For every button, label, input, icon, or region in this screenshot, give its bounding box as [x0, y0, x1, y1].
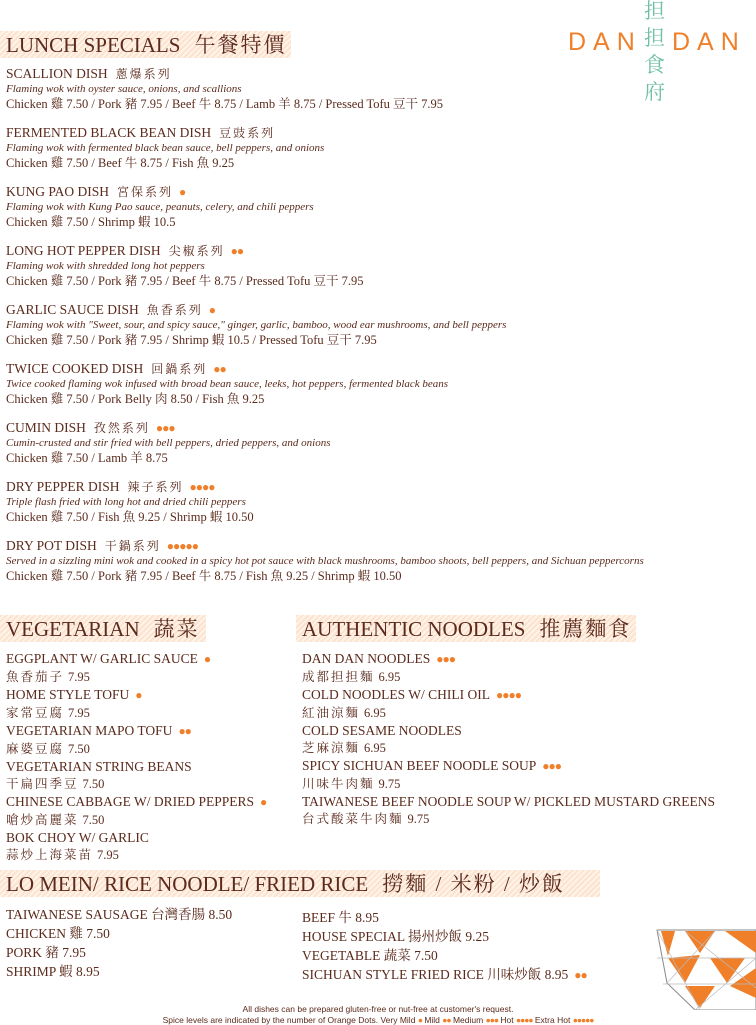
item-name: BOK CHOY W/ GARLIC: [6, 830, 149, 845]
footer-note: All dishes can be prepared gluten-free or nut-free at customer's request.: [242, 1004, 514, 1014]
dish-title-row: [6, 302, 746, 318]
dish-prices: Chicken 雞 7.50 / Pork 豬 7.95 / Beef 牛 8.75 / Fish 魚 9.25 / Shrimp 蝦 10.50: [6, 569, 402, 583]
dish-name-zh: 回鍋系列: [151, 362, 208, 376]
item-name-row: [6, 758, 266, 776]
dish-prices: Chicken 雞 7.50 / Shrimp 蝦 10.5: [6, 215, 176, 229]
item-price: 6.95: [364, 705, 386, 720]
heading-text-zh: 午餐特價: [194, 33, 287, 57]
item-price: 9.75: [378, 776, 401, 791]
dish-title-row: [6, 361, 746, 377]
item-name-zh: 魚香茄子: [6, 669, 65, 684]
item-text: HOUSE SPECIAL 揚州炒飯 9.25: [302, 929, 490, 944]
item-name-row: [6, 793, 266, 812]
dish-name: KUNG PAO DISH: [6, 184, 110, 199]
spice-dots: ●●●: [436, 652, 455, 666]
item-name-row: [6, 650, 266, 669]
dish-title-row: [6, 479, 746, 495]
dish-description: Flaming wok with fermented black bean sauce, bell peppers, and onions: [6, 142, 325, 154]
item-price: 9.75: [407, 811, 430, 826]
menu-item: [302, 946, 587, 965]
heading-text-zh: 撈麵 / 米粉 / 炒飯: [382, 872, 565, 896]
item-name: VEGETARIAN STRING BEANS: [6, 759, 192, 774]
item-price-row: [302, 740, 692, 758]
item-price: 6.95: [378, 669, 401, 684]
item-name: EGGPLANT W/ GARLIC SAUCE: [6, 651, 198, 666]
item-price: 7.50: [68, 741, 90, 756]
item-price: 7.95: [97, 847, 119, 862]
menu-item: [6, 758, 266, 793]
item-name-zh: 成都担担麵: [302, 669, 375, 684]
menu-item: [302, 650, 692, 686]
logo-char: 担: [644, 0, 665, 23]
menu-item: [302, 908, 587, 927]
spice-dots: ●●: [574, 968, 587, 982]
item-name-zh: 芝麻涼麵: [302, 740, 361, 755]
item-price: 7.95: [68, 669, 90, 684]
item-name: DAN DAN NOODLES: [302, 651, 431, 666]
spice-dots: ●: [208, 303, 216, 317]
heading-text: AUTHENTIC NOODLES: [302, 617, 526, 641]
logo-char: 食: [644, 53, 665, 77]
lo-mein-heading: [0, 870, 600, 897]
spice-level-label: Hot: [500, 1015, 514, 1025]
item-text: BEEF 牛 8.95: [302, 910, 379, 925]
item-name-zh: 麻婆豆腐: [6, 741, 65, 756]
spice-dots: ●●●: [542, 759, 562, 773]
item-name: COLD SESAME NOODLES: [302, 723, 462, 738]
spice-dots: ●: [179, 185, 186, 199]
dish-title-row: [6, 184, 746, 200]
spice-level-label: Extra Hot: [534, 1015, 571, 1025]
dish-description: Flaming wok with oyster sauce, onions, and scallions: [6, 83, 242, 95]
lo-mein-right-list: [302, 908, 587, 985]
spice-dots: ●●: [213, 362, 226, 376]
item-price-row: [302, 705, 692, 723]
item-name-row: [6, 686, 266, 705]
dish-item: [6, 420, 746, 466]
item-price-row: [6, 705, 266, 723]
spice-dots: ●●●●: [189, 480, 215, 494]
spice-level-dots: ●●●: [485, 1015, 498, 1025]
item-name: HOME STYLE TOFU: [6, 687, 130, 702]
spice-legend-intro: Spice levels are indicated by the number of Orange Dots.: [162, 1015, 379, 1025]
item-name-zh: 嗆炒高麗菜: [6, 812, 79, 827]
spice-level-dots: ●●●●●: [572, 1015, 594, 1025]
heading-text: LUNCH SPECIALS: [6, 33, 181, 57]
item-name-zh: 干扁四季豆: [6, 776, 79, 791]
item-name: TAIWANESE BEEF NOODLE SOUP W/ PICKLED MUSTARD GREENS: [302, 794, 715, 809]
dish-name-zh: 魚香系列: [146, 303, 203, 317]
dish-title-row: [6, 125, 746, 141]
spice-dots: ●: [135, 688, 142, 702]
dish-title-row: [6, 66, 746, 82]
dish-name: TWICE COOKED DISH: [6, 361, 144, 376]
item-name-row: [302, 793, 715, 811]
menu-item: PORK 豬 7.95: [6, 945, 86, 960]
menu-item: [6, 793, 266, 829]
dish-name: DRY POT DISH: [6, 538, 97, 553]
item-name-zh: 川味牛肉麵: [302, 776, 375, 791]
item-price: 7.95: [68, 705, 90, 720]
dish-description: Served in a sizzling mini wok and cooked in a spicy hot pot sauce with black mushrooms, bamboo shoots, bell peppers, and Sichuan peppercorns: [6, 555, 644, 567]
menu-item: [302, 722, 692, 757]
dish-item: [6, 125, 746, 171]
item-name-row: [6, 722, 266, 741]
item-price-row: [6, 776, 266, 794]
item-price: 6.95: [364, 740, 386, 755]
item-text: SICHUAN STYLE FRIED RICE 川味炒飯 8.95: [302, 967, 569, 982]
menu-item: [302, 793, 715, 828]
heading-text-zh: 推薦麵食: [539, 617, 632, 641]
dish-name-zh: 辣子系列: [127, 480, 184, 494]
vegetarian-heading: [0, 615, 206, 642]
dish-prices: Chicken 雞 7.50 / Lamb 羊 8.75: [6, 451, 168, 465]
dish-name-zh: 豆豉系列: [219, 126, 276, 140]
dish-name-zh: 宮保系列: [117, 185, 174, 199]
dish-description: Twice cooked flaming wok infused with broad bean sauce, leeks, hot peppers, fermented black beans: [6, 378, 449, 390]
menu-item: CHICKEN 雞 7.50: [6, 926, 110, 941]
dish-name: CUMIN DISH: [6, 420, 86, 435]
item-name: COLD NOODLES W/ CHILI OIL: [302, 687, 490, 702]
dish-name: DRY PEPPER DISH: [6, 479, 120, 494]
bowl-illustration: [655, 928, 756, 1010]
menu-item: [302, 686, 692, 722]
logo-char: 府: [644, 80, 665, 104]
vegetarian-list: [6, 650, 266, 864]
logo-text-left: DAN: [568, 28, 642, 56]
menu-item: TAIWANESE SAUSAGE 台灣香腸 8.50: [6, 907, 233, 922]
dish-item: [6, 66, 746, 112]
noodles-heading: [296, 615, 636, 642]
item-name-row: [6, 829, 266, 847]
spice-dots: ●: [203, 652, 211, 666]
item-name: CHINESE CABBAGE W/ DRIED PEPPERS: [6, 794, 255, 809]
spice-level-label: Very Mild: [380, 1015, 416, 1025]
spice-level-dots: ●●: [442, 1015, 451, 1025]
item-price-row: [6, 669, 266, 687]
menu-item: [302, 927, 587, 946]
menu-item: SHRIMP 蝦 8.95: [6, 964, 100, 979]
item-price-row: [302, 669, 692, 687]
lo-mein-left-list: [6, 905, 232, 981]
dish-prices: Chicken 雞 7.50 / Fish 魚 9.25 / Shrimp 蝦 10.50: [6, 510, 254, 524]
dish-description: Triple flash fried with long hot and dried chili peppers: [6, 496, 246, 508]
dish-name-zh: 尖椒系列: [168, 244, 225, 258]
dish-name-zh: 干鍋系列: [104, 539, 161, 553]
item-name-row: [302, 757, 692, 776]
spice-dots: ●●●●: [495, 688, 521, 702]
item-name-zh: 紅油涼麵: [302, 705, 361, 720]
spice-level-label: Medium: [452, 1015, 484, 1025]
dish-name: SCALLION DISH: [6, 66, 108, 81]
heading-text: VEGETARIAN: [6, 617, 140, 641]
dish-description: Flaming wok with "Sweet, sour, and spicy sauce," ginger, garlic, bamboo, wood ear mushrooms, and bell peppers: [6, 319, 507, 331]
item-name: VEGETARIAN MAPO TOFU: [6, 723, 173, 738]
spice-dots: ●●●●●: [166, 539, 199, 553]
dish-item: [6, 361, 746, 407]
noodles-list: [302, 650, 715, 828]
spice-dots: ●●: [178, 724, 191, 738]
item-name-row: [302, 650, 692, 669]
dish-item: [6, 538, 746, 584]
spice-dots: ●: [260, 795, 267, 809]
item-name: SPICY SICHUAN BEEF NOODLE SOUP: [302, 758, 537, 773]
dish-name-zh: 蔥爆系列: [115, 67, 172, 81]
item-price-row: [6, 847, 266, 865]
dish-item: [6, 302, 746, 348]
dish-prices: Chicken 雞 7.50 / Pork Belly 肉 8.50 / Fish 魚 9.25: [6, 392, 265, 406]
menu-item: [302, 965, 587, 985]
dish-item: [6, 243, 746, 289]
item-name-zh: 台式酸菜牛肉麵: [302, 811, 404, 826]
spice-level-label: Mild: [424, 1015, 440, 1025]
dish-description: Cumin-crusted and stir fried with bell peppers, dried peppers, and onions: [6, 437, 331, 449]
item-name-zh: 家常豆腐: [6, 705, 65, 720]
item-price: 7.50: [82, 812, 105, 827]
dish-prices: Chicken 雞 7.50 / Pork 豬 7.95 / Beef 牛 8.75 / Lamb 羊 8.75 / Pressed Tofu 豆干 7.95: [6, 97, 444, 111]
item-price: 7.50: [82, 776, 105, 791]
dish-title-row: [6, 243, 746, 259]
menu-item: [6, 686, 266, 722]
dish-item: [6, 184, 746, 230]
menu-item: [6, 722, 266, 758]
dish-prices: Chicken 雞 7.50 / Pork 豬 7.95 / Shrimp 蝦 10.5 / Pressed Tofu 豆干 7.95: [6, 333, 377, 347]
dish-prices: Chicken 雞 7.50 / Beef 牛 8.75 / Fish 魚 9.25: [6, 156, 235, 170]
heading-text: LO MEIN/ RICE NOODLE/ FRIED RICE: [6, 872, 369, 896]
lunch-specials-heading: [0, 31, 291, 58]
dish-title-row: [6, 538, 746, 554]
dish-name: LONG HOT PEPPER DISH: [6, 243, 161, 258]
item-price-row: [6, 812, 266, 830]
dish-description: Flaming wok with Kung Pao sauce, peanuts, celery, and chili peppers: [6, 201, 314, 213]
dish-description: Flaming wok with shredded long hot peppers: [6, 260, 205, 272]
menu-item: [302, 757, 692, 793]
spice-level-dots: ●●●●: [515, 1015, 533, 1025]
spice-dots: ●●●: [155, 421, 175, 435]
item-price-row: [302, 811, 692, 829]
item-name-row: [302, 722, 692, 740]
item-name-zh: 蒜炒上海菜苗: [6, 847, 94, 862]
heading-text-zh: 蔬菜: [153, 617, 200, 641]
item-name-row: [302, 686, 692, 705]
item-price-row: [302, 776, 692, 794]
dish-name-zh: 孜然系列: [93, 421, 150, 435]
dish-name: FERMENTED BLACK BEAN DISH: [6, 125, 212, 140]
menu-item: [6, 829, 266, 864]
item-price-row: [6, 741, 266, 759]
menu-item: [6, 650, 266, 686]
logo-text-right: DAN: [672, 28, 746, 56]
dish-item: [6, 479, 746, 525]
spice-dots: ●●: [230, 244, 244, 258]
logo-char: 担: [644, 26, 665, 50]
item-text: VEGETABLE 蔬菜 7.50: [302, 948, 438, 963]
dish-name: GARLIC SAUCE DISH: [6, 302, 139, 317]
spice-level-dots: ●: [417, 1015, 422, 1025]
dish-title-row: [6, 420, 746, 436]
dish-prices: Chicken 雞 7.50 / Pork 豬 7.95 / Beef 牛 8.75 / Pressed Tofu 豆干 7.95: [6, 274, 364, 288]
